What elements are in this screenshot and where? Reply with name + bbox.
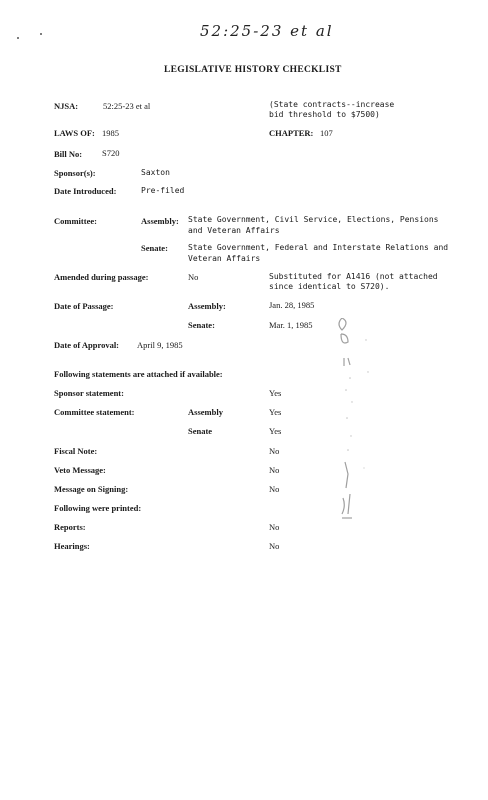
- statements-heading: Following statements are attached if available:: [54, 369, 223, 379]
- scan-speck: [40, 33, 42, 35]
- njsa-note-line2: bid threshold to $7500): [269, 110, 380, 119]
- date-of-approval-value: April 9, 1985: [137, 340, 183, 350]
- hearings-value: No: [269, 541, 280, 551]
- fiscal-note-value: No: [269, 446, 280, 456]
- chapter-value: 107: [320, 128, 333, 138]
- sponsor-statement-value: Yes: [269, 388, 282, 398]
- fiscal-note-label: Fiscal Note:: [54, 446, 98, 456]
- reports-value: No: [269, 522, 280, 532]
- chapter-label: CHAPTER:: [269, 128, 314, 138]
- amended-value: No: [188, 272, 199, 282]
- committee-statement-label: Committee statement:: [54, 407, 135, 417]
- page-title: LEGISLATIVE HISTORY CHECKLIST: [164, 65, 342, 75]
- committee-senate-line2: Veteran Affairs: [188, 254, 261, 263]
- committee-senate-line1: State Government, Federal and Interstate Relations and: [188, 243, 449, 252]
- bill-no-value: S720: [102, 148, 120, 158]
- laws-of-label: LAWS OF:: [54, 128, 95, 138]
- committee-assembly-line1: State Government, Civil Service, Elections, Pensions: [188, 215, 439, 224]
- committee-statement-senate-label: Senate: [188, 426, 213, 436]
- committee-assembly-label: Assembly:: [141, 216, 179, 226]
- sponsors-label: Sponsor(s):: [54, 168, 96, 178]
- date-of-approval-label: Date of Approval:: [54, 340, 120, 350]
- passage-assembly-label: Assembly:: [188, 301, 226, 311]
- committee-assembly-line2: and Veteran Affairs: [188, 226, 280, 235]
- committee-label: Committee:: [54, 216, 97, 226]
- amended-note-line2: since identical to S720).: [269, 282, 390, 291]
- printed-heading: Following were printed:: [54, 503, 142, 513]
- message-on-signing-label: Message on Signing:: [54, 484, 129, 494]
- amended-label: Amended during passage:: [54, 272, 149, 282]
- scan-speck: [17, 37, 19, 39]
- sponsor-statement-label: Sponsor statement:: [54, 388, 124, 398]
- date-introduced-label: Date Introduced:: [54, 186, 117, 196]
- passage-senate-label: Senate:: [188, 320, 215, 330]
- message-on-signing-value: No: [269, 484, 280, 494]
- amended-note-line1: Substituted for A1416 (not attached: [269, 272, 438, 281]
- handwritten-header: 52:25-23 et al: [200, 22, 334, 40]
- date-of-passage-label: Date of Passage:: [54, 301, 114, 311]
- veto-message-label: Veto Message:: [54, 465, 106, 475]
- committee-statement-assembly-value: Yes: [269, 407, 282, 417]
- laws-of-value: 1985: [102, 128, 119, 138]
- committee-statement-senate-value: Yes: [269, 426, 282, 436]
- veto-message-value: No: [269, 465, 280, 475]
- sponsors-value: Saxton: [141, 168, 170, 177]
- hearings-label: Hearings:: [54, 541, 90, 551]
- reports-label: Reports:: [54, 522, 86, 532]
- njsa-label: NJSA:: [54, 101, 79, 111]
- committee-senate-label: Senate:: [141, 243, 168, 253]
- njsa-value: 52:25-23 et al: [103, 101, 151, 111]
- passage-senate-value: Mar. 1, 1985: [269, 320, 313, 330]
- committee-statement-assembly-label: Assembly: [188, 407, 223, 417]
- bill-no-label: Bill No:: [54, 149, 83, 159]
- njsa-note-line1: (State contracts--increase: [269, 100, 395, 109]
- passage-assembly-value: Jan. 28, 1985: [269, 300, 315, 310]
- date-introduced-value: Pre-filed: [141, 186, 185, 195]
- margin-stamp-marks: [338, 318, 378, 538]
